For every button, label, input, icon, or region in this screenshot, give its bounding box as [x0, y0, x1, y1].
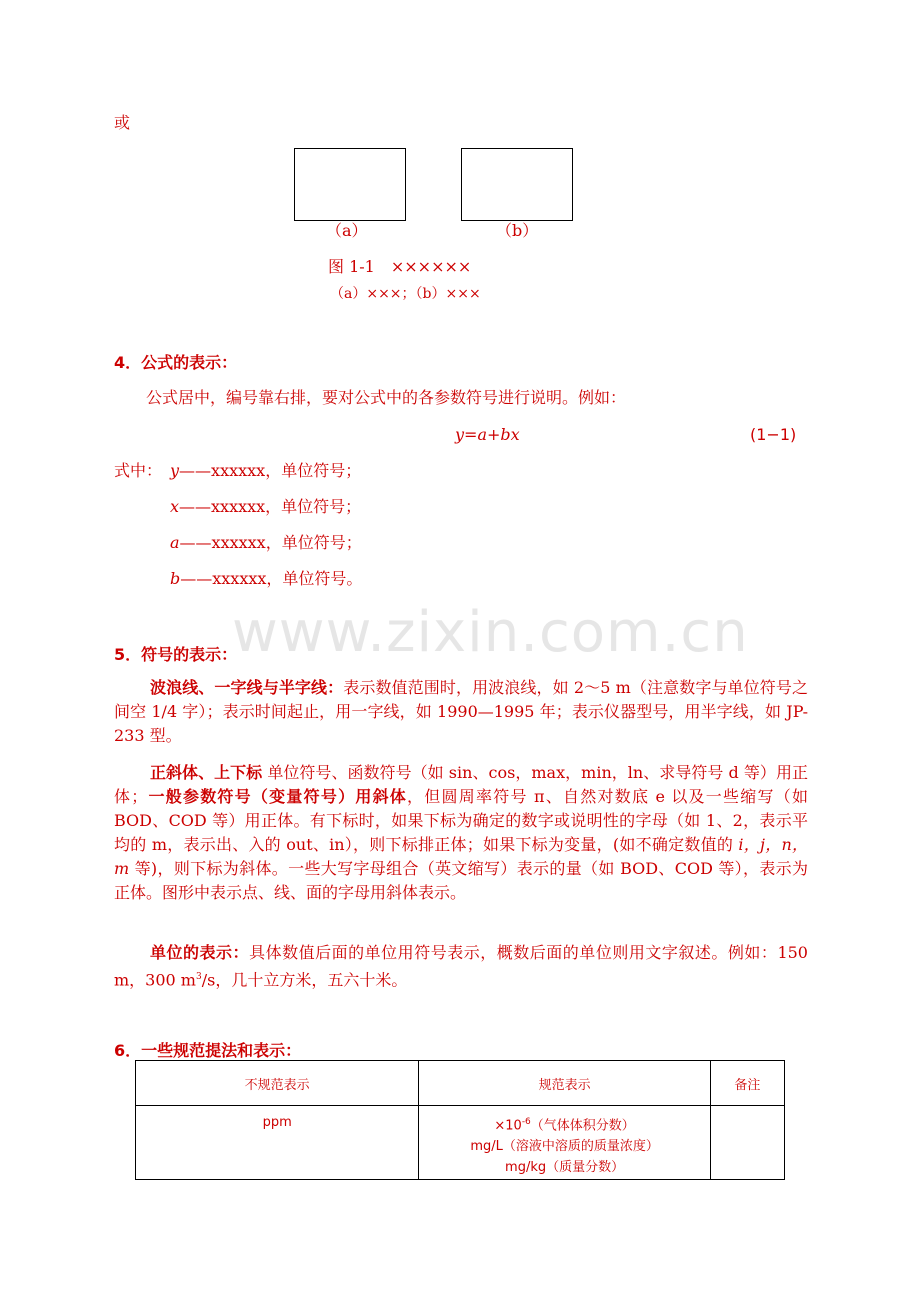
- paragraph-dash-lines: 波浪线、一字线与半字线：表示数值范围时，用波浪线，如 2～5 m（注意数字与单位符号之间空 1/4 字）；表示时间起止，用一字线，如 1990—1995 年；表示仪器型号，用半字线，如 JP-233 型。: [114, 678, 808, 745]
- definition-y: y——xxxxxx，单位符号；: [170, 461, 362, 480]
- table-row: [136, 1106, 785, 1180]
- section6-heading: 6．一些规范提法和表示：: [114, 1041, 302, 1060]
- figure-b-label: （b）: [496, 221, 539, 240]
- paragraph-italic-upright: 正斜体、上下标 单位符号、函数符号（如 sin、cos，max，min，ln、求导符号 d 等）用正体；一般参数符号（变量符号）用斜体，但圆周率符号 π、自然对数底 e 以及一些缩写（如 BOD、COD 等）用正体。有下标时，如果下标为确定的数字或说明性的字母（如 1、2，表示平均的 m，表示出、入的 out、in），则下标排正体；如果下标为变量，(如不确定数值的 i，j，n，m 等)，则下标为斜体。一些大写字母组合（英文缩写）表示的量（如 BOD、COD 等），表示为正体。图形中表示点、线、面的字母用斜体表示。: [114, 763, 809, 902]
- cell-nonstandard: ppm: [136, 1106, 419, 1180]
- watermark: www.zixin.com.cn: [232, 600, 749, 665]
- section5-heading: 5．符号的表示：: [114, 645, 238, 664]
- cell-standard: $\times 10^{-6}$（气体体积分数） mg/L（溶液中溶质的质量浓度） mg/kg（质量分数）: [419, 1106, 710, 1180]
- figure-b-box: [461, 148, 573, 221]
- figure-subcaption: （a）×××；（b）×××: [330, 286, 481, 302]
- section4-heading: 4．公式的表示：: [114, 353, 238, 372]
- figure-caption: 图 1-1 ××××××: [328, 257, 472, 276]
- formula: y=a+bx: [455, 425, 520, 444]
- formula-number: (1−1): [750, 425, 797, 444]
- table-header-standard: 规范表示: [419, 1061, 710, 1106]
- definition-a: a——xxxxxx，单位符号；: [170, 533, 362, 552]
- table-header-nonstandard: 不规范表示: [136, 1061, 419, 1106]
- where-prefix: 式中：: [114, 461, 163, 480]
- figure-a-box: [294, 148, 406, 221]
- figure-a-label: （a）: [326, 221, 368, 240]
- definition-b: b——xxxxxx，单位符号。: [170, 569, 363, 588]
- table-header-row: [136, 1061, 785, 1106]
- spec-table: [135, 1060, 785, 1180]
- section4-intro: 公式居中，编号靠右排，要对公式中的各参数符号进行说明。例如：: [146, 388, 627, 407]
- table-header-note: 备注: [710, 1061, 784, 1106]
- cell-note: [710, 1106, 784, 1180]
- paragraph-units: 单位的表示：具体数值后面的单位用符号表示，概数后面的单位则用文字叙述。例如：150 m，300 $m^3/s$，几十立方米，五六十米。: [114, 943, 808, 990]
- or-label: 或: [114, 113, 131, 132]
- definition-x: x——xxxxxx，单位符号；: [170, 497, 362, 516]
